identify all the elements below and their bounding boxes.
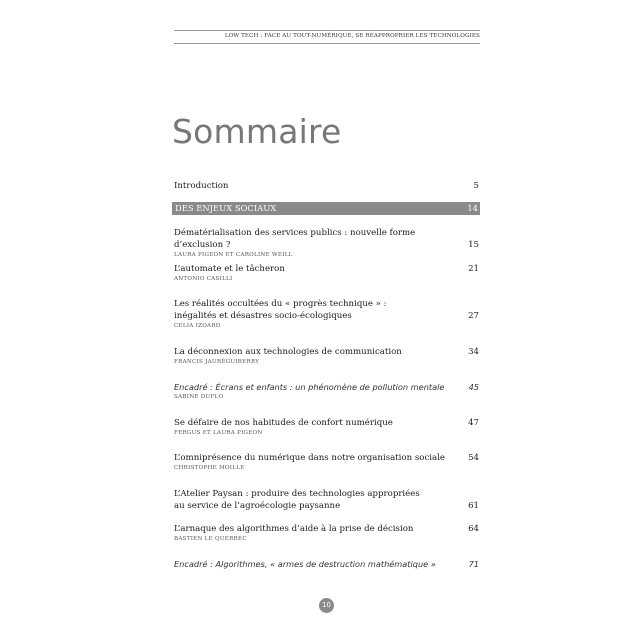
section-heading-page: 14 — [467, 203, 478, 213]
toc-entry-page: 71 — [468, 559, 479, 569]
toc-entry-title-line2: inégalités et désastres socio-écologiques — [174, 311, 352, 321]
toc-entry-author: LAURA PIGEON ET CAROLINE WEILL — [174, 252, 293, 258]
toc-entry-author: SABINE DUFLO — [174, 394, 224, 400]
section-heading-label: DES ENJEUX SOCIAUX — [175, 203, 277, 213]
toc-entry-title: L’omniprésence du numérique dans notre organisation sociale — [174, 453, 445, 463]
toc-entry-title: La déconnexion aux technologies de communication — [174, 347, 402, 357]
toc-entry-page: 21 — [468, 264, 479, 274]
toc-entry-author: FRANCIS JAURÉGUIBERRY — [174, 359, 260, 365]
toc-entry[interactable] — [174, 346, 480, 365]
toc-entry-author: CELIA IZOARD — [174, 323, 221, 329]
header-rule-top — [174, 30, 480, 31]
toc-entry-title: L’automate et le tâcheron — [174, 264, 285, 274]
toc-entry-sidebar[interactable] — [174, 558, 480, 570]
toc-entry-introduction[interactable] — [174, 180, 480, 192]
toc-entry-title-line1: Les réalités occultées du « progrès technique » : — [174, 299, 387, 309]
page-title: Sommaire — [172, 112, 342, 151]
page-number-badge: 10 — [319, 598, 334, 613]
toc-entry-title: Se défaire de nos habitudes de confort numérique — [174, 418, 393, 428]
running-head: LOW TECH : FACE AU TOUT-NUMÉRIQUE, SE RÉAPPROPRIER LES TECHNOLOGIES — [224, 33, 480, 39]
toc-entry[interactable] — [174, 263, 480, 282]
toc-entry-page: 61 — [468, 501, 479, 511]
toc-entry-page: 54 — [468, 453, 479, 463]
toc-entry[interactable] — [174, 523, 480, 542]
toc-entry-page: 34 — [468, 347, 479, 357]
section-heading-bar[interactable] — [172, 202, 480, 215]
toc-entry-author: FERGUS ET LAURA PIGEON — [174, 430, 263, 436]
toc-entry-title: Dématérialisation des services publics : nouvelle forme d’exclusion ? — [174, 228, 416, 250]
toc-entry[interactable] — [174, 452, 480, 471]
toc-entry-title: Encadré : Algorithmes, « armes de destruction mathématique » — [174, 559, 436, 569]
toc-entry-title: Introduction — [174, 181, 229, 191]
toc-entry-title-line1: L’Atelier Paysan : produire des technologies appropriées — [174, 489, 420, 499]
header-rule-bottom — [174, 43, 480, 44]
toc-entry-page: 27 — [468, 311, 479, 321]
toc-entry-title: Encadré : Écrans et enfants : un phénomène de pollution mentale — [174, 382, 445, 392]
toc-entry-title-line2: au service de l’agroécologie paysanne — [174, 501, 341, 511]
toc-entry-page: 47 — [468, 418, 479, 428]
toc-entry-page: 64 — [468, 524, 479, 534]
toc-entry-author: ANTONIO CASILLI — [174, 276, 233, 282]
toc-entry-page: 5 — [473, 181, 479, 191]
toc-entry-sidebar[interactable] — [174, 381, 480, 400]
toc-entry-page: 45 — [468, 382, 479, 392]
toc-entry-page: 15 — [468, 240, 479, 250]
toc-entry[interactable] — [174, 488, 480, 512]
toc-entry-author: BASTIEN LE QUERREC — [174, 536, 247, 542]
toc-entry[interactable] — [174, 298, 480, 329]
toc-entry[interactable] — [174, 227, 480, 258]
toc-entry-title: L’arnaque des algorithmes d’aide à la prise de décision — [174, 524, 414, 534]
toc-entry[interactable] — [174, 417, 480, 436]
toc-entry-author: CHRISTOPHE MOILLE — [174, 465, 245, 471]
